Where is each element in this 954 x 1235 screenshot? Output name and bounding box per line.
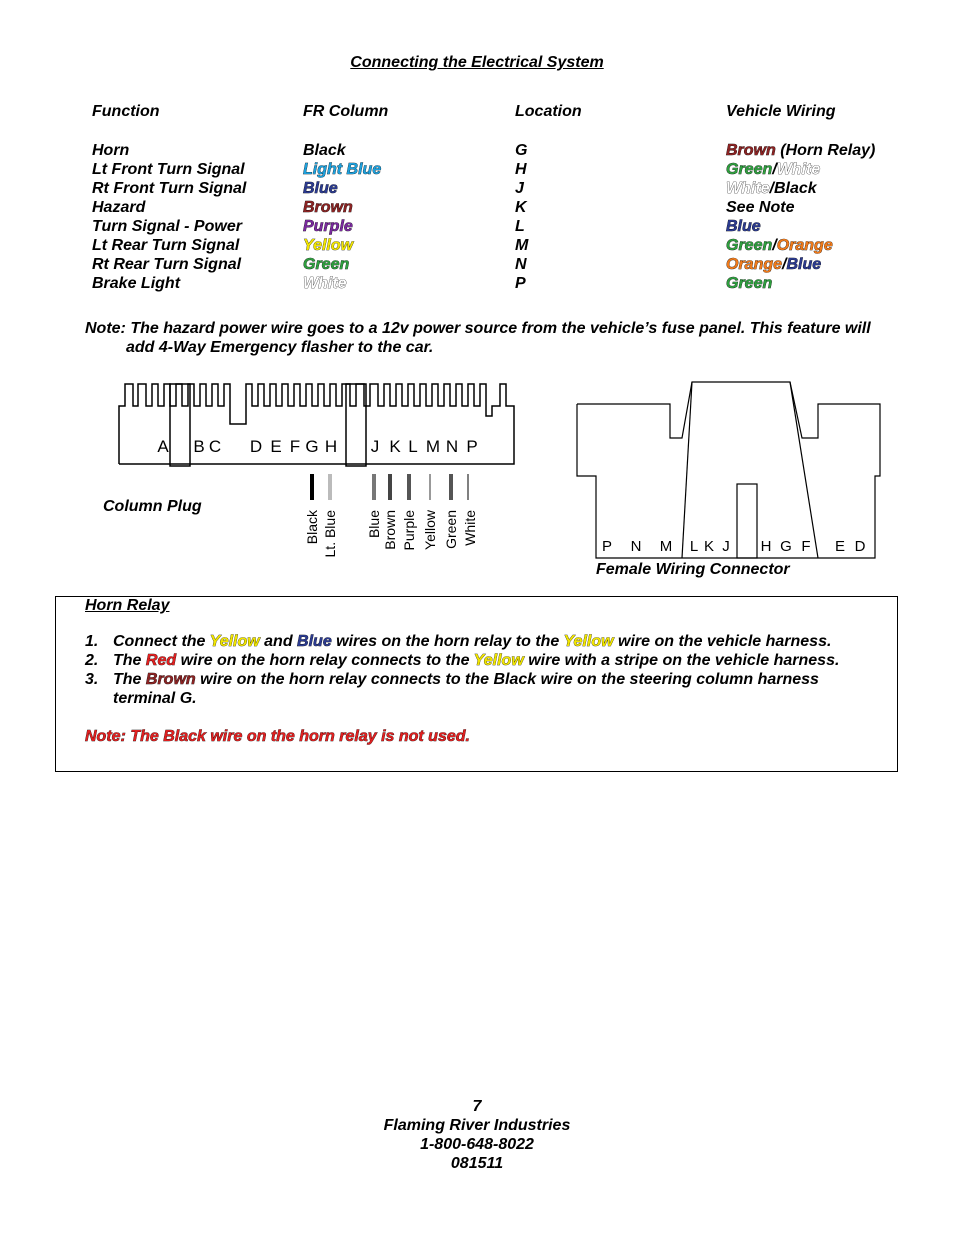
plain-text: /	[772, 161, 777, 178]
step-text-continued: terminal G.	[113, 690, 197, 707]
row-location: M	[515, 237, 529, 254]
connector-pin-letter: M	[659, 538, 673, 555]
plain-text: (Horn Relay)	[775, 142, 876, 159]
wire-color-text: Blue	[297, 633, 332, 650]
pin-letter: M	[425, 437, 441, 456]
connector-pin-letter: N	[630, 538, 642, 555]
horn-relay-warning: Note: The Black wire on the horn relay is not used.	[85, 728, 470, 745]
wire-color-text: Brown	[726, 142, 776, 159]
note-line-2: add 4-Way Emergency flasher to the car.	[126, 339, 434, 356]
connector-pin-letter: E	[834, 538, 846, 555]
company-phone: 1-800-648-8022	[420, 1136, 534, 1153]
connector-pin-letter: J	[722, 538, 730, 555]
step-number: 3.	[85, 671, 99, 688]
note-line-1: Note: The hazard power wire goes to a 12v power source from the vehicle’s fuse panel. This feature will	[85, 320, 871, 337]
row-fr-column: Light Blue	[303, 161, 382, 178]
step-text	[113, 671, 819, 689]
row-function: Hazard	[92, 199, 146, 216]
pin-letter: P	[466, 437, 478, 456]
plain-text: wire on the vehicle harness.	[613, 633, 832, 650]
header-location: Location	[515, 103, 582, 120]
row-fr-column: Brown	[303, 199, 353, 216]
connector-pin-letter: H	[760, 538, 772, 555]
row-location: P	[515, 275, 526, 292]
pin-letter: J	[370, 437, 380, 456]
wire-color-text: Blue	[786, 256, 822, 273]
row-vehicle-wiring	[726, 141, 875, 160]
wire-label: Purple	[401, 510, 417, 551]
step-number: 2.	[85, 652, 99, 669]
pin-letter: H	[324, 437, 338, 456]
wire-label: Black	[304, 510, 320, 545]
column-plug-caption: Column Plug	[103, 498, 202, 515]
row-location: N	[515, 256, 527, 273]
wire-color-text: White	[726, 180, 770, 197]
row-vehicle-wiring	[726, 198, 794, 217]
step-text	[113, 652, 839, 670]
connector-pin-letter: P	[601, 538, 613, 555]
connector-pin-letter: K	[703, 538, 715, 555]
column-plug-wire-labels	[304, 509, 478, 557]
plain-text: The	[113, 652, 146, 669]
connector-pin-letter: F	[801, 538, 811, 555]
row-function: Rt Rear Turn Signal	[92, 256, 242, 273]
connector-pin-letter: L	[689, 538, 699, 555]
row-function: Turn Signal - Power	[92, 218, 242, 235]
wire-color-text: Orange	[726, 256, 783, 273]
wire-label: Lt. Blue	[322, 510, 338, 558]
wire-color-text: Brown	[145, 671, 196, 688]
row-fr-column: Blue	[303, 180, 338, 197]
column-plug-diagram	[100, 376, 530, 566]
row-function: Lt Rear Turn Signal	[92, 237, 240, 254]
wire-color-text: Green	[726, 237, 773, 254]
row-fr-column: Purple	[303, 218, 353, 235]
page-footer	[0, 1097, 954, 1173]
row-fr-column: White	[303, 275, 347, 292]
plain-text: wire on the horn relay connects to the	[176, 652, 474, 669]
plain-text: See Note	[726, 199, 795, 216]
row-function: Horn	[92, 142, 130, 159]
header-vehicle-wiring: Vehicle Wiring	[726, 103, 836, 120]
pin-letter: E	[270, 437, 282, 456]
row-vehicle-wiring	[726, 255, 821, 274]
plain-text: /	[782, 256, 787, 273]
female-connector-pin-letters	[602, 538, 866, 555]
wire-color-text: Red	[145, 652, 177, 669]
pin-letter: C	[208, 437, 222, 456]
row-function: Lt Front Turn Signal	[92, 161, 245, 178]
document-code: 081511	[450, 1155, 504, 1172]
pin-letter: F	[289, 437, 301, 456]
step-text	[113, 633, 831, 651]
pin-letter: B	[193, 437, 205, 456]
page-number: 7	[472, 1098, 482, 1115]
row-fr-column: Green	[303, 256, 350, 273]
row-vehicle-wiring	[726, 160, 820, 179]
plain-text: wire with a stripe on the vehicle harness.	[523, 652, 840, 669]
pin-letter: D	[249, 437, 263, 456]
wire-color-text: Orange	[776, 237, 833, 254]
wire-color-text: Yellow	[209, 633, 260, 650]
page-title: Connecting the Electrical System	[350, 54, 604, 71]
row-fr-column: Yellow	[303, 237, 354, 254]
row-vehicle-wiring	[726, 274, 772, 293]
female-connector-caption: Female Wiring Connector	[596, 561, 790, 578]
step-number: 1.	[85, 633, 99, 650]
pin-letter: L	[408, 437, 418, 456]
pin-letter: A	[157, 437, 169, 456]
hazard-note	[85, 319, 905, 357]
pin-letter: G	[305, 437, 319, 456]
wire-color-text: Yellow	[473, 652, 524, 669]
female-connector-diagram	[570, 376, 890, 566]
wire-color-text: White	[776, 161, 821, 178]
row-location: J	[515, 180, 524, 197]
row-location: G	[515, 142, 528, 159]
wire-color-text: Yellow	[563, 633, 614, 650]
column-plug-pin-letters	[157, 437, 477, 456]
horn-relay-title: Horn Relay	[85, 597, 170, 614]
row-vehicle-wiring	[726, 217, 761, 236]
plain-text: The	[113, 671, 146, 688]
connector-pin-letter: G	[780, 538, 792, 555]
header-function: Function	[92, 103, 160, 120]
header-fr-column: FR Column	[303, 103, 389, 120]
plain-text: Connect the	[113, 633, 210, 650]
row-location: K	[515, 199, 527, 216]
column-plug-wires	[312, 474, 468, 500]
pin-letter: N	[445, 437, 459, 456]
female-connector-outline	[577, 382, 880, 558]
plain-text: /Black	[769, 180, 817, 197]
pin-letter: K	[389, 437, 401, 456]
plain-text: and	[259, 633, 298, 650]
wire-label: Yellow	[422, 510, 438, 550]
wire-color-text: Green	[726, 275, 773, 292]
plain-text: wires on the horn relay to the	[331, 633, 564, 650]
row-function: Rt Front Turn Signal	[92, 180, 247, 197]
wire-color-text: Green	[726, 161, 773, 178]
wire-label: Green	[443, 510, 459, 549]
row-fr-column: Black	[303, 142, 346, 159]
row-vehicle-wiring	[726, 179, 817, 198]
row-vehicle-wiring	[726, 236, 833, 255]
row-function: Brake Light	[92, 275, 181, 292]
wire-label: White	[462, 510, 478, 546]
plain-text: wire on the horn relay connects to the Black wire on the steering column harness	[195, 671, 819, 688]
wire-color-text: Blue	[726, 218, 761, 235]
wire-label: Blue	[366, 510, 382, 539]
company-name: Flaming River Industries	[383, 1117, 571, 1134]
plain-text: /	[772, 237, 777, 254]
row-location: L	[515, 218, 525, 235]
row-location: H	[515, 161, 527, 178]
connector-pin-letter: D	[854, 538, 866, 555]
wire-label: Brown	[382, 510, 398, 550]
